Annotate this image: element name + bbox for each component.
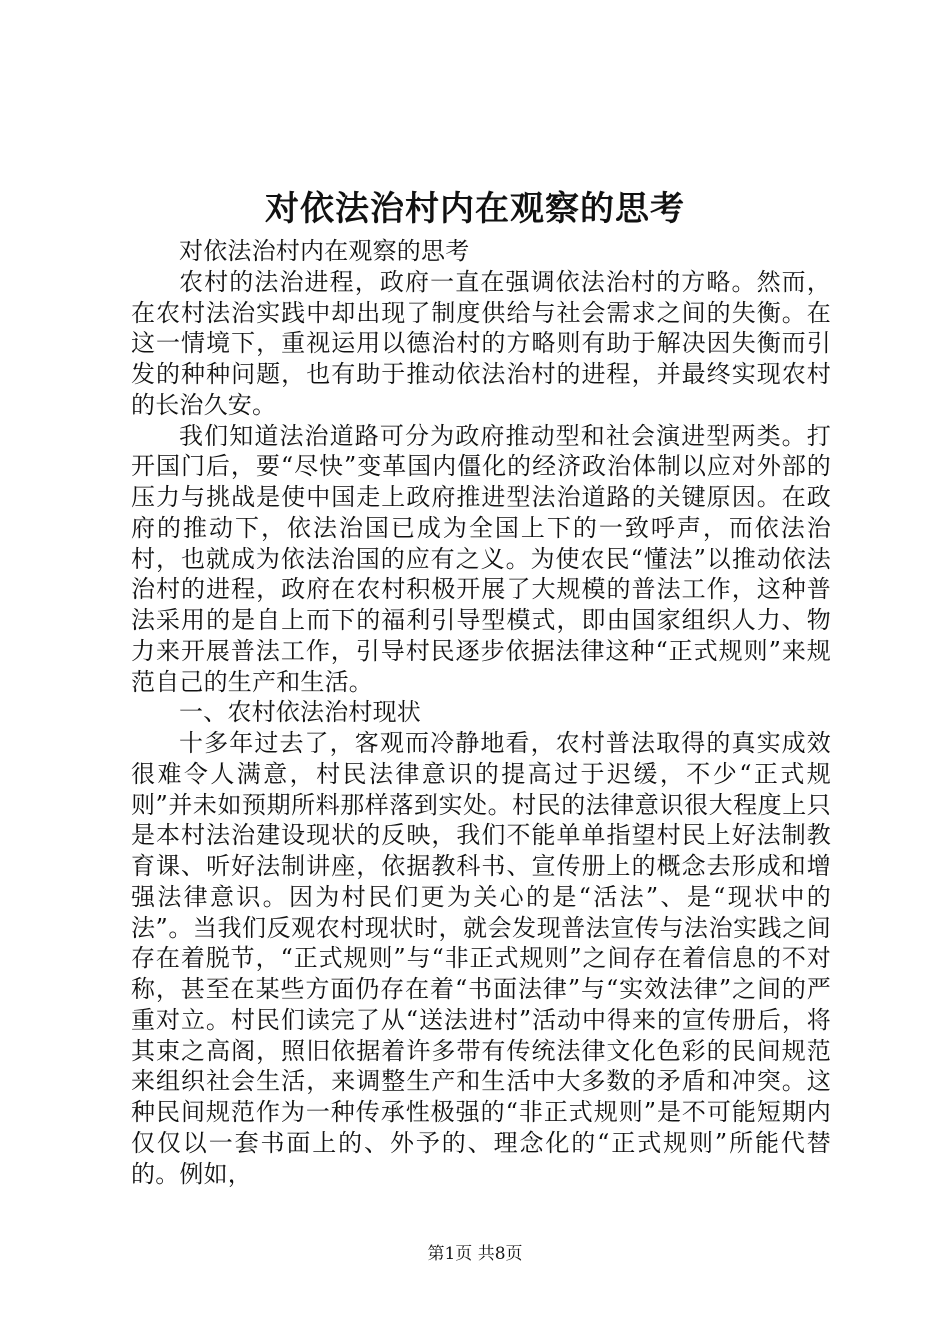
paragraph-background: 我们知道法治道路可分为政府推动型和社会演进型两类。打开国门后，要“尽快”变革国内僵化的经济政治体制以应对外部的压力与挑战是使中国走上政府推进型法治道路的关键原因。在政府的推动下，依法治国已成为全国上下的一致呼声，而依法治村，也就成为依法治国的应有之义。为使农民“懂法”以推动依法治村的进程，政府在农村积极开展了大规模的普法工作，这种普法采用的是自上而下的福利引导型模式，即由国家组织人力、物力来开展普法工作，引导村民逐步依据法律这种“正式规则”来规范自己的生产和生活。 <box>131 421 831 696</box>
document-title: 对依法治村内在观察的思考 <box>265 189 685 229</box>
section-heading: 一、农村依法治村现状 <box>179 698 421 727</box>
page-footer: 第1页 共8页 <box>427 1244 523 1264</box>
paragraph-status: 十多年过去了，客观而冷静地看，农村普法取得的真实成效很难令人满意，村民法律意识的提高过于迟缓，不少“正式规则”并未如预期所料那样落到实处。村民的法律意识很大程度上只是本村法治建设现状的反映，我们不能单单指望村民上好法制教育课、听好法制讲座，依据教科书、宣传册上的概念去形成和增强法律意识。因为村民们更为关心的是“活法”、是“现状中的法”。当我们反观农村现状时，就会发现普法宣传与法治实践之间存在着脱节，“正式规则”与“非正式规则”之间存在着信息的不对称，甚至在某些方面仍存在着“书面法律”与“实效法律”之间的严重对立。村民们读完了从“送法进村”活动中得来的宣传册后，将其束之高阁，照旧依据着许多带有传统法律文化色彩的民间规范来组织社会生活，来调整生产和生活中大多数的矛盾和冲突。这种民间规范作为一种传承性极强的“非正式规则”是不可能短期内仅仅以一套书面上的、外予的、理念化的“正式规则”所能代替的。例如， <box>131 729 831 1188</box>
document-body <box>131 236 831 1189</box>
paragraph-subtitle: 对依法治村内在观察的思考 <box>179 237 470 265</box>
paragraph-intro: 农村的法治进程，政府一直在强调依法治村的方略。然而，在农村法治实践中却出现了制度供给与社会需求之间的失衡。在这一情境下，重视运用以德治村的方略则有助于解决因失衡而引发的种种问题，也有助于推动依法治村的进程，并最终实现农村的长治久安。 <box>131 267 831 419</box>
